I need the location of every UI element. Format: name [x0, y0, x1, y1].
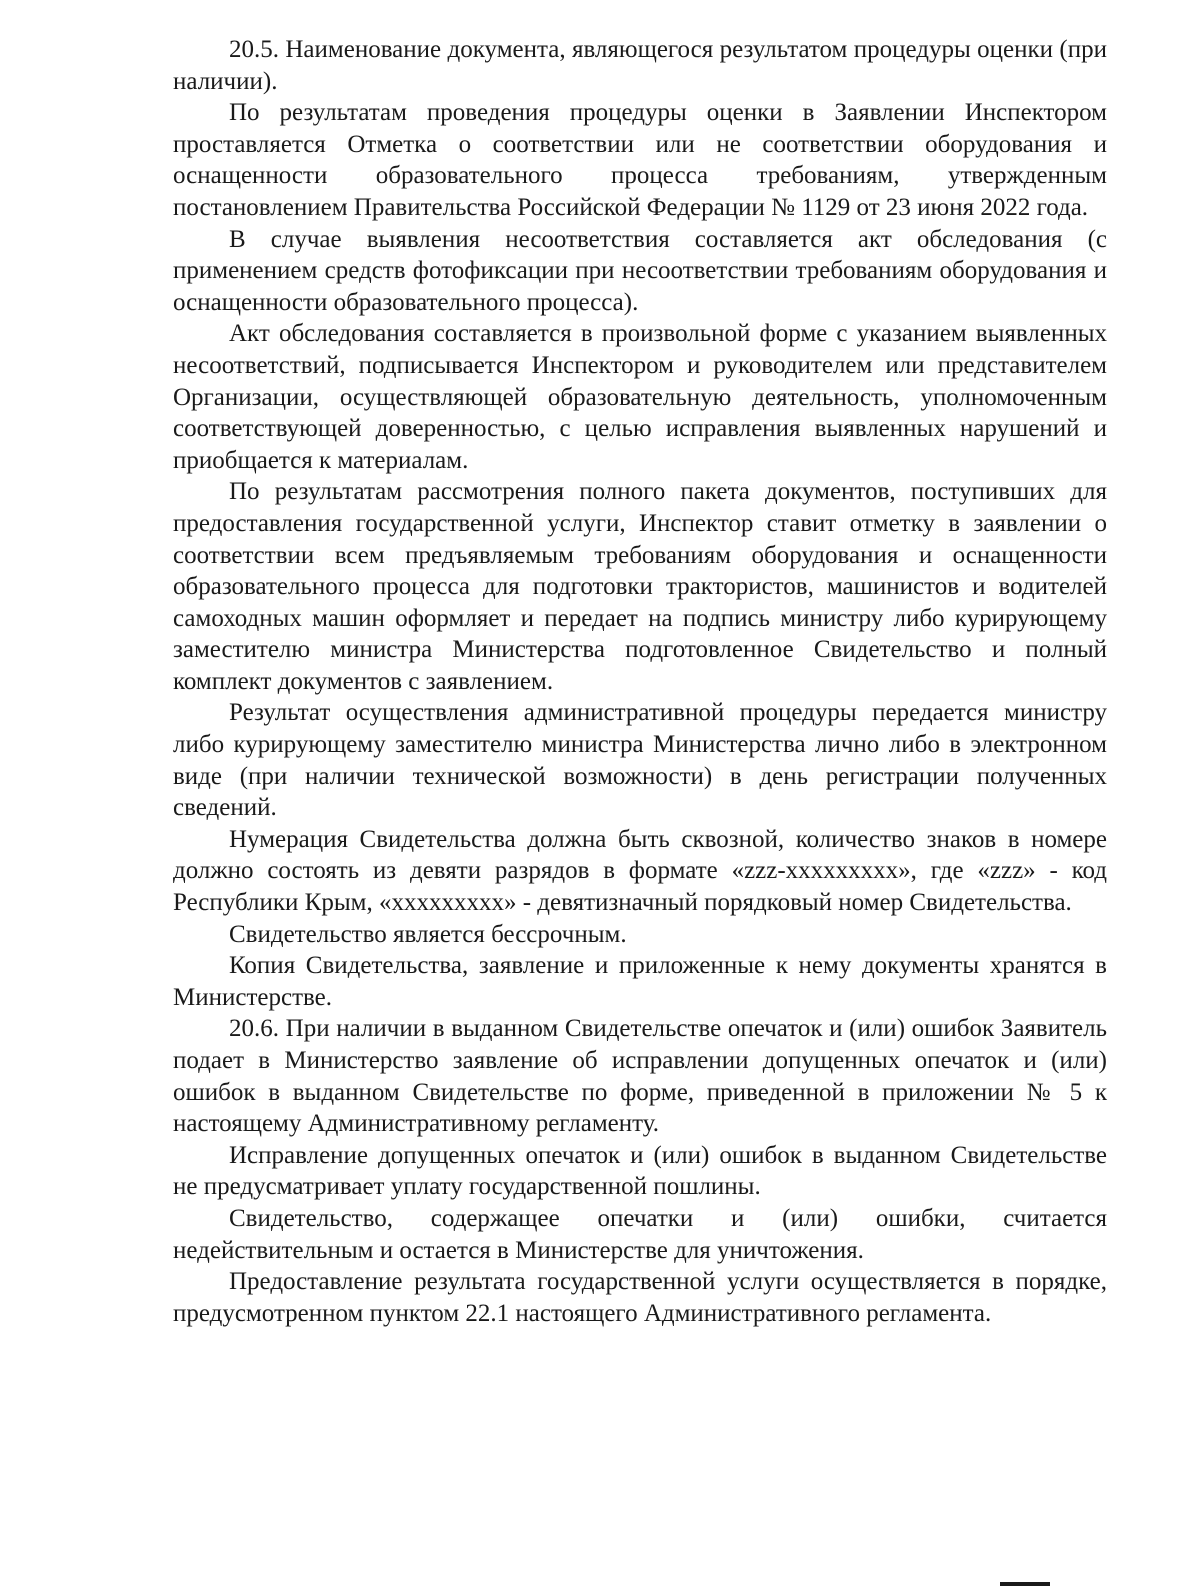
paragraph-20-6-typos: 20.6. При наличии в выданном Свидетельстве опечаток и (или) ошибок Заявитель подает в Министерство заявление об исправлении допущенных опечаток и (или) ошибок в выданном Свидетельстве по форме, приведенной в приложении № 5 к настоящему Административному регламенту. — [173, 1015, 1107, 1138]
paragraph-20-5-heading: 20.5. Наименование документа, являющегося результатом процедуры оценки (при наличии). — [173, 36, 1107, 95]
paragraph-certificate-numbering: Нумерация Свидетельства должна быть сквозной, количество знаков в номере должно состоять из девяти разрядов в формате «zzz-xxxxxxxxx», где «zzz» - код Республики Крым, «xxxxxxxxx» - девятизначный порядковый номер Свидетельства. — [173, 825, 1107, 917]
paragraph-result-provision: Предоставление результата государственной услуги осуществляется в порядке, предусмотренном пунктом 22.1 настоящего Административного регламента. — [173, 1268, 1107, 1327]
page-edge-mark — [1000, 1582, 1050, 1586]
document-body — [173, 34, 1107, 1329]
paragraph-procedure-result: Результат осуществления административной процедуры передается министру либо курирующему заместителю министра Министерства лично либо в электронном виде (при наличии технической возможности) в день регистрации полученных сведений. — [173, 699, 1107, 822]
paragraph-correction-fee: Исправление допущенных опечаток и (или) ошибок в выданном Свидетельстве не предусматривает уплату государственной пошлины. — [173, 1141, 1107, 1201]
paragraph-certificate-indefinite: Свидетельство является бессрочным. — [229, 920, 627, 948]
paragraph-assessment-result: По результатам проведения процедуры оценки в Заявлении Инспектором проставляется Отметка о соответствии или не соответствии оборудования и оснащенности образовательного процесса требованиям, утвержденным постановлением Правительства Российской Федерации № 1129 от 23 июня 2022 года. — [173, 99, 1107, 221]
paragraph-package-review: По результатам рассмотрения полного пакета документов, поступивших для предоставления государственной услуги, Инспектор ставит отметку в заявлении о соответствии всем предъявляемым требованиям оборудования и оснащенности образовательного процесса для подготовки трактористов, машинистов и водителей самоходных машин оформляет и передает на подпись министру либо курирующему заместителю министра Министерства подготовленное Свидетельство и полный комплект документов с заявлением. — [173, 478, 1107, 695]
paragraph-nonconformity-act: В случае выявления несоответствия составляется акт обследования (с применением средств фотофиксации при несоответствии требованиям оборудования и оснащенности образовательного процесса). — [173, 225, 1107, 316]
paragraph-invalid-certificate: Свидетельство, содержащее опечатки и (или) ошибки, считается недействительным и остается в Министерстве для уничтожения. — [173, 1204, 1107, 1264]
paragraph-certificate-copy: Копия Свидетельства, заявление и приложенные к нему документы хранятся в Министерстве. — [173, 952, 1107, 1011]
paragraph-act-form: Акт обследования составляется в произвольной форме с указанием выявленных несоответствий, подписывается Инспектором и руководителем или представителем Организации, осуществляющей образовательную деятельность, уполномоченным соответствующей доверенностью, с целью исправления выявленных нарушений и приобщается к материалам. — [173, 320, 1107, 474]
